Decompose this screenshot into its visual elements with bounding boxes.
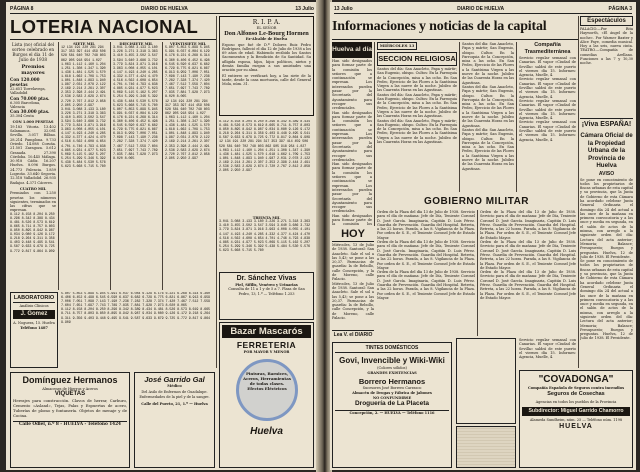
bazar-title: Bazar Mascarós [222, 325, 311, 338]
paper-name: DIARIO DE HUELVA [140, 6, 188, 12]
religiosa-text: Santos del día: San Anacleto, Papa y mártir; San Eugenio, obispo. Cultos: En la Parroquia de la Concepción, misa a las ocho. En San Pedro, Ejercicio de las Flores a la Santísima Virgen a las nueve de la noche. Jubileo de las Cuarenta Horas en las Agustinas. [377, 92, 457, 119]
prize-2: Con 70.000 ptas. [10, 95, 50, 101]
info-title: Informaciones y noticias de la capital [332, 19, 547, 34]
obituary-notice [219, 16, 314, 116]
laboratorio-name: J. Gomez [13, 310, 55, 319]
number-column-5 [219, 216, 314, 270]
prize-2-detail: 6.305 Barcelona, Valencia [10, 100, 41, 109]
hoy-text: Miércoles, 13 de Julio de 1938. Santoral: San Anacleto. Sale el sol a las 5,43; se pone a las 20,37. Farmacias de guardia: la de Rebollo, calle Concepción, y la de Moreno, calle Palacio. [332, 243, 374, 282]
religiosa-text: Santos del día: San Anacleto, Papa y mártir; San Eugenio, obispo. Cultos: En la Parroquia de la Concepción, misa a las ocho. En San Pedro, Ejercicio de las Flores a la Santísima Virgen a las nueve de la noche. Jubileo de las Cuarenta Horas en las Agustinas. [462, 42, 514, 85]
compania-title: Compañía Trasmediterránea [524, 42, 571, 55]
number-list: 5.807 5.853 5.899 5.945 5.991 6.037 6.084 6.129 6.176 6.221 6.268 6.314 6.360 6.406 6.452 6.498 6.545 6.590 6.637 6.682 6.729 6.775 6.821 6.867 6.913 6.959 7.006 7.051 7.098 7.143 7.190 7.236 7.282 7.328 7.374 7.420 7.467 7.512 7.559 7.604 7.651 7.697 7.743 7.789 7.835 7.881 7.928 7.973 8.020 8.065 [165, 46, 210, 100]
compania-text: Servicio regular semanal con Canarias. El vapor «Ciudad de Sevilla» saldrá de este puerto el viernes día 15. Informes: Agencia, Muelle, 4. [519, 120, 576, 142]
number-column-4 [219, 120, 314, 214]
right-page [330, 2, 636, 470]
column-rule [216, 16, 217, 368]
title-rule [332, 39, 578, 40]
prize-3-detail: 35.304 Ceuta [10, 114, 34, 119]
gobierno-text: Orden de la Plaza del día 13 de Julio de 1938. Servicio para el día de mañana: Jefe de Día, Teniente Coronel D. José García. Imaginaria, Capitán D. Luis Pérez. Guardia de Prevención. Guardia del Hospital. Retreta, a las 22 horas. Parada, a las 8. Vigilancia de la Plaza. Por orden de S. E., el Teniente Coronel Jefe de Estado Mayor. [480, 210, 576, 240]
bazar-emblem [222, 357, 311, 453]
number-list: 12 134 191 220 281 294 317 353 397 414 459 506 528 581 640 702 748 803 862 905 918 954 1.027 1.063 1.112 1.160 1.204 1.251 1.308 1.347 1.390 1.436 1.481 1.525 1.570 1.618 1.662 1.709 1.753 1.801 1.848 1.893 1.940 1.987 2.031 2.078 2.122 2.169 2.214 2.261 2.307 2.353 2.398 2.444 2.491 2.536 2.583 2.629 2.674 2.720 2.767 2.812 2.858 2.905 2.950 2.997 [61, 46, 106, 108]
obituary-sub: Ex-Alcalde de Huelva [245, 37, 288, 42]
jose-foot: Calle del Puerto, 21, 1.º — Huelva [141, 401, 208, 406]
misc-text: Servicio regular semanal con Canarias. El vapor «Ciudad de Sevilla» saldrá de este puerto el viernes día 15. Informes: Agencia, Muelle, 4. [519, 338, 576, 360]
number-list: 5.807 5.853 5.899 5.945 5.991 6.037 6.084 6.129 6.176 6.221 6.268 6.314 6.360 6.406 6.452 6.498 6.545 6.590 6.637 6.682 6.729 6.775 6.821 6.867 6.913 6.959 7.006 7.051 7.098 7.143 7.190 7.236 7.282 7.328 7.374 7.420 7.467 7.512 7.559 7.604 7.651 7.697 7.743 7.789 7.835 7.881 7.928 7.973 8.020 8.065 [61, 292, 210, 309]
tintes-head: TINTES DOMÉSTICOS [335, 345, 449, 353]
image-block [456, 426, 516, 468]
gobierno-text: Orden de la Plaza del día 13 de Julio de 1938. Servicio para el día de mañana: Jefe de Día, Teniente Coronel D. José García. Imaginaria, Capitán D. Luis Pérez. Guardia de Prevención. Guardia del Hospital. Retreta, a las 22 horas. Parada, a las 8. Vigilancia de la Plaza. Por orden de S. E., el Teniente Coronel Jefe de Estado Mayor. [480, 270, 576, 300]
huelva-al-dia-text: Han sido designados para formar parte de la comisión los señores que a continuación se expresan. Los interesados pueden pasar por la Secretaría del Ayuntamiento para recoger sus credenciales. [332, 110, 372, 162]
obituary-cross: R. I. P. A. [252, 19, 281, 26]
camara-text: Se pone en conocimiento de todos los propietarios de fincas urbanas de esta capital y su provincia, que la Junta de Gobierno de esta Cámara ha acordado celebrar Junta General Ordinaria el domingo día 24 del actual a las once de la mañana en primera convocatoria y a las once y media en segunda, en el salón de actos de la misma, con arreglo a la siguiente orden del día: Lectura del acta anterior; Memoria; Balance; Presupuesto; Ruegos y preguntas. Huelva, 12 de Julio de 1938. El Presidente. [580, 177, 633, 259]
dominguez-text: Herrajes para construcción. Clavos de herrar, Carburo, Cemento «Asland», Tejas, Palas y Espuertas de acero, Tuberías de plomo y fontanería. Objetos de menaje y de Cocina. [13, 398, 127, 418]
gobierno-header [377, 196, 576, 208]
religiosa-continued [462, 42, 514, 192]
column-rule [578, 16, 579, 368]
covadonga-sub: Compañía Española de Seguros contra incendios [527, 386, 625, 390]
tintes-title: Govi, Invencible y Wiki-Wiki [339, 356, 445, 365]
tintes-sub2: GRANDES EXISTENCIAS [367, 371, 417, 376]
religiosa-text: Santos del día: San Anacleto, Papa y mártir; San Eugenio, obispo. Cultos: En la Parroquia de la Concepción, misa a las ocho. En San Pedro, Ejercicio de las Flores a la Santísima Virgen a las nueve de la noche. Jubileo de las Cuarenta Horas en las Agustinas. [462, 84, 514, 128]
prize-3: Con 30.000 ptas. [10, 109, 50, 115]
paper-name: DIARIO DE HUELVA [457, 6, 505, 12]
viva-espana [580, 118, 633, 130]
gobierno-title: GOBIERNO MILITAR [423, 196, 530, 207]
column-heading: DIECISIETE MIL [119, 42, 153, 46]
laboratorio-sub: Análisis Clínicos [19, 304, 49, 308]
sanchez-sub: Piel, Sífilis, Venéreo y Urinarias [235, 283, 298, 287]
misc-notes [519, 338, 576, 368]
obituary-name: Don Alfonso Le-Bourg Hormen [224, 30, 309, 38]
prize-1-detail: 22.651 Torrelavega, Valladolid [10, 87, 46, 96]
page-date: 13 Julio [334, 6, 353, 12]
left-page-header [10, 5, 314, 14]
sanchez-title: Dr. Sánchez Vivas [236, 275, 297, 282]
loteria-title: LOTERIA NACIONAL [10, 16, 199, 37]
number-list: 8.112 8.158 8.204 8.250 8.296 8.342 8.389 8.434 8.481 8.526 8.573 8.619 8.665 8.711 8.757 8.803 8.850 8.895 8.942 8.987 9.034 9.080 9.126 9.172 9.218 9.264 9.311 9.356 9.403 9.448 9.495 9.541 9.587 9.633 9.679 9.725 9.772 9.817 9.864 9.909 [219, 120, 310, 141]
dominguez-ad [10, 372, 130, 468]
left-page [6, 2, 318, 470]
laboratorio-ad [10, 292, 58, 368]
small-prize-heading: CON 1.000 PESETAS [12, 120, 54, 125]
number-list: 12 134 191 220 281 294 317 353 397 414 459 506 528 581 640 702 748 803 862 905 918 954 1.027 1.063 1.112 1.160 1.204 1.251 1.308 1.347 1.390 1.436 1.481 1.525 1.570 1.618 1.662 1.709 1.753 1.801 1.848 1.893 1.940 1.987 2.031 2.078 2.122 2.169 2.214 2.261 2.307 2.353 2.398 2.444 2.491 2.536 2.583 2.629 2.674 2.720 2.767 2.812 2.858 2.905 2.950 2.997 [219, 140, 310, 174]
page-label: PÁGINA 8 [10, 6, 34, 12]
laboratorio-title: LABORATORIO [13, 295, 55, 301]
tintes-shop2: Droguería de La Placeta [354, 400, 430, 408]
bazar-sub2: POR MAYOR Y MENOR [243, 350, 290, 354]
right-page-header [334, 5, 632, 14]
column-heading: SIETE MIL [73, 42, 95, 46]
covadonga-agent: Subdirector: Miguel Garrido Chamorro [522, 407, 630, 416]
dominguez-sub: Almacenes de Hierros y Aceros [42, 387, 98, 391]
gobierno-text-column [377, 210, 475, 336]
number-column-3 [165, 42, 211, 290]
religiosa-title: SECCION RELIGIOSA [377, 52, 457, 66]
covadonga-sub2: Seguros de Cosechas [547, 391, 605, 398]
compania-text: Servicio regular semanal con Canarias. El vapor «Ciudad de Sevilla» saldrá de este puerto el viernes día 15. Informes: Agencia, Muelle, 4. [519, 77, 576, 99]
number-column-lower [61, 292, 215, 368]
tintes-shop: NO CONFUNDIRSE [372, 396, 412, 401]
covadonga-title: "COVADONGA" [538, 374, 614, 385]
number-column-2 [113, 42, 159, 290]
tintes-ad [332, 342, 452, 468]
religiosa-date: MIÉRCOLES 13 [377, 42, 417, 50]
column-rule [374, 42, 375, 226]
intro-line: Lista (no) oficial del sorteo celebrado en Burgos el dia 11 de Julio de 1938 [11, 42, 55, 62]
bazar-mascaros-ad [219, 322, 314, 468]
hoy-text: Miércoles, 13 de Julio de 1938. Santoral: San Anacleto. Sale el sol a las 5,43; se pone a las 20,37. Farmacias de guardia: la de Rebollo, calle Concepción, y la de Moreno, calle Palacio. [332, 281, 374, 321]
dominguez-title: Domínguez Hermanos [22, 375, 118, 385]
laboratorio-tel: Teléfono 1487 [20, 325, 48, 330]
covadonga-ad [519, 370, 633, 468]
bazar-sub: FERRETERIA [236, 340, 297, 350]
gobierno-text: Orden de la Plaza del día 13 de Julio de 1938. Servicio para el día de mañana: Jefe de Día, Teniente Coronel D. José García. Imaginaria, Capitán D. Luis Pérez. Guardia de Prevención. Guardia del Hospital. Retreta, a las 22 horas. Parada, a las 8. Vigilancia de la Plaza. Por orden de S. E., el Teniente Coronel Jefe de Estado Mayor. [377, 270, 475, 300]
camara-title: Cámara Oficial de la Propiedad Urbana de la Provincia de Huelva [580, 132, 633, 169]
column-heading: VEINTISIETE MIL [170, 42, 206, 46]
covadonga-city: HUELVA [559, 422, 593, 430]
religiosa-text: Santos del día: San Anacleto, Papa y mártir; San Eugenio, obispo. Cultos: En la Parroquia de la Concepción, misa a las ocho. En San Pedro, Ejercicio de las Flores a la Santísima Virgen a las nueve de la noche. Jubileo de las Cuarenta Horas en las Agustinas. [377, 67, 457, 93]
obituary-foot: El entierro se verificará hoy, a las siete de la tarde, desde la casa mortuoria, calle del General Mola, núm. 31. [222, 73, 311, 87]
gobierno-text: Orden de la Plaza del día 13 de Julio de 1938. Servicio para el día de mañana: Jefe de Día, Teniente Coronel D. José García. Imaginaria, Capitán D. Luis Pérez. Guardia de Prevención. Guardia del Hospital. Retreta, a las 22 horas. Parada, a las 8. Vigilancia de la Plaza. Por orden de S. E., el Teniente Coronel Jefe de Estado Mayor. [377, 240, 475, 270]
dominguez-brand: VIQUETAS [54, 391, 86, 398]
espectaculos-heading: Espectáculos [580, 16, 633, 26]
calatravo-ad [456, 338, 516, 424]
huelva-al-dia-text: Han sido designados para formar parte de la comisión los señores que a continuación se expresan. Los interesados pueden pasar por la Secretaría del Ayuntamiento para recoger sus credenciales. [332, 162, 372, 214]
jose-title: José Garrido Gal [144, 375, 205, 384]
seccion-religiosa [377, 42, 457, 192]
obituary-text: Esposo que fué de D.ª Dolores Ruiz Pedro Rodríguez, falleció el día 12 de Julio de 1938 a los 69 años de edad. Habiendo recibido los Santos Sacramentos y la Bendición de Su Santidad. Su afligida esposa, hijos, hijos políticos, nietos y demás familia ruegan a sus amistades una oración por su alma. [222, 42, 311, 73]
jose-garrido-ad [134, 372, 215, 468]
bottom-text: Premiados con 1.250 pesetas los números siguientes, terminados en las cifras que se expresan. [10, 191, 56, 213]
diario-line-text: Lea V. el DIARIO [332, 330, 374, 340]
hoy-title: HOY [332, 228, 374, 242]
tintes-foot: Concepción, 2. — HUELVA — Teléfono 1116 [335, 410, 449, 415]
religiosa-text: Santos del día: San Anacleto, Papa y mártir; San Eugenio, obispo. Cultos: En la Parroquia de la Concepción, misa a las ocho. En San Pedro, Ejercicio de las Flores a la Santísima Virgen a las nueve de la noche. Jubileo de las Cuarenta Horas en las Agustinas. [377, 118, 457, 145]
sanchez-text: Consulta de 11 a 1 y de 5 a 7. Plaza de San Pedro, 13, 1.º — Teléfono 1.253 [228, 287, 305, 296]
dominguez-foot: Calle Odiel, n.º 8 - HUELVA - Teléfono 1424 [13, 421, 127, 427]
hoy-column [332, 228, 374, 328]
title-rule [10, 39, 216, 40]
covadonga-text: Agencias en todos los pueblos de la Provincia [535, 400, 617, 405]
camara-column [580, 132, 633, 368]
compania-column [519, 42, 576, 192]
bottom-heading: CUATRO MIL [19, 186, 47, 191]
intro-numbers: 8.112 8.158 8.204 8.250 8.296 8.342 8.389 8.434 8.481 8.526 8.573 8.619 8.665 8.711 8.757 8.803 8.850 8.895 8.942 8.987 9.034 9.080 9.126 9.172 9.218 9.264 9.311 9.356 9.403 9.448 9.495 9.541 9.587 9.633 9.679 9.725 9.772 9.817 9.864 9.909 [10, 212, 55, 254]
gobierno-text: Orden de la Plaza del día 13 de Julio de 1938. Servicio para el día de mañana: Jefe de Día, Teniente Coronel D. José García. Imaginaria, Capitán D. Luis Pérez. Guardia de Prevención. Guardia del Hospital. Retreta, a las 22 horas. Parada, a las 8. Vigilancia de la Plaza. Por orden de S. E., el Teniente Coronel Jefe de Estado Mayor. [480, 240, 576, 270]
diario-line [332, 330, 374, 340]
huelva-al-dia-text: Han sido designados para formar parte de la comisión los señores que a continuación se expresan. Los interesados pueden pasar por la Secretaría del Ayuntamiento para recoger sus credenciales. [332, 59, 372, 111]
sanchez-ad [219, 272, 314, 320]
laboratorio-addr: A. Noguera, 15. Huelva [13, 321, 55, 326]
huelva-al-dia-column [332, 42, 372, 226]
jose-sub: Médico [167, 384, 182, 388]
number-list: 3.041 3.088 3.133 3.180 3.226 3.271 3.318 3.363 3.410 3.455 3.502 3.547 3.594 3.640 3.686 3.732 3.779 3.824 3.871 3.916 3.963 4.008 4.055 4.101 4.147 4.193 4.240 4.285 4.332 4.377 4.424 4.470 4.516 4.562 4.608 4.654 4.701 4.746 4.793 4.838 4.885 4.931 4.977 5.023 5.069 5.115 5.162 5.207 5.254 5.299 5.346 5.392 5.438 5.484 5.530 5.576 5.623 5.668 5.715 5.760 [113, 46, 158, 108]
huelva-al-dia-title: Huelva al día [332, 42, 372, 58]
espectaculos-text: PALACIO.—Por Rita Hayworth, «El ángel de la noche». Por Warner Baxter y Alice Faye, comedia musical. Hoy a las seis, nueva cinta. TEATRO.—Compañía de comedias Arellano. Funciones a las 7 y 10,30 noche. [580, 27, 633, 66]
number-list: 5.807 5.853 5.899 5.945 5.991 6.037 6.084 6.129 6.176 6.221 6.268 6.314 6.360 6.406 6.452 6.498 6.545 6.590 6.637 6.682 6.729 6.775 6.821 6.867 6.913 6.959 7.006 7.051 7.098 7.143 7.190 7.236 7.282 7.328 7.374 7.420 7.467 7.512 7.559 7.604 7.651 7.697 7.743 7.789 7.835 7.881 7.928 7.973 8.020 8.065 [113, 107, 158, 161]
religiosa-text: Santos del día: San Anacleto, Papa y mártir; San Eugenio, obispo. Cultos: En la Parroquia de la Concepción, misa a las ocho. En San Pedro, Ejercicio de las Flores a la Santísima Virgen a las nueve de la noche. Jubileo de las Cuarenta Horas en las Agustinas. [462, 127, 514, 171]
bazar-items: Pinturas, Barnices, Aceros, Herramientas de todas clases. Efectos Eléctricos [243, 371, 291, 392]
small-prize-text: 19.183 Vitoria. 13.402 Salamanca. 32.081 Sevilla. 3.017 Bilbao. 28.214 Pamplona. 9.733 Oviedo. 14.088 Coruña. 21.501 Zaragoza. 5.612 Granada. 27.390 Córdoba. 10.445 Málaga. 30.918 Cádiz. 16.207 Huelva. 8.096 Burgos. 24.773 Palencia. 1.859 Logroño. 33.640 Segovia. 12.518 Valladolid. 26.935 Badajoz. 4.371 Cáceres. [10, 124, 56, 185]
page-date: 13 Julio [295, 6, 314, 12]
tintes-sub3: Sucesores José Borrero Carrasco [362, 385, 422, 390]
gobierno-text: Orden de la Plaza del día 13 de Julio de 1938. Servicio para el día de mañana: Jefe de Día, Teniente Coronel D. José García. Imaginaria, Capitán D. Luis Pérez. Guardia de Prevención. Guardia del Hospital. Retreta, a las 22 horas. Parada, a las 8. Vigilancia de la Plaza. Por orden de S. E., el Teniente Coronel Jefe de Estado Mayor. [377, 210, 475, 240]
column-rule [162, 42, 163, 290]
number-list: 8.112 8.158 8.204 8.250 8.296 8.342 8.389 8.434 8.481 8.526 8.573 8.619 8.665 8.711 8.757 8.803 8.850 8.895 8.942 8.987 9.034 9.080 9.126 9.172 9.218 9.264 9.311 9.356 9.403 9.448 9.495 9.541 9.587 9.633 9.679 9.725 9.772 9.817 9.864 9.909 [61, 308, 210, 325]
page-label: PÁGINA 3 [608, 6, 632, 12]
jose-text: Del Asilo de Enfermos de Guadalupe. Enfermedades de la piel y de la sangre. [139, 390, 210, 399]
column-rule [477, 210, 478, 336]
tintes-brand: Borrero Hermanos [358, 376, 426, 386]
column-heading: TREINTA MIL [252, 216, 281, 220]
tintes-text: Almacén de Drogas y Fábrica de Jabones [352, 390, 432, 395]
number-list: 3.041 3.088 3.133 3.180 3.226 3.271 3.318 3.363 3.410 3.455 3.502 3.547 3.594 3.640 3.686 3.732 3.779 3.824 3.871 3.916 3.963 4.008 4.055 4.101 4.147 4.193 4.240 4.285 4.332 4.377 4.424 4.470 4.516 4.562 4.608 4.654 4.701 4.746 4.793 4.838 4.885 4.931 4.977 5.023 5.069 5.115 5.162 5.207 5.254 5.299 5.346 5.392 5.438 5.484 5.530 5.576 5.623 5.668 5.715 5.760 [219, 220, 310, 253]
camara-aviso: AVISO [598, 170, 615, 177]
number-column-1 [61, 42, 107, 290]
bazar-city: Huelva [250, 426, 283, 438]
compania-text: Servicio regular semanal con Canarias. El vapor «Ciudad de Sevilla» saldrá de este puerto el viernes día 15. Informes: Agencia, Muelle, 4. [519, 56, 576, 78]
obituary-label: EL SEÑOR [256, 26, 277, 30]
column-rule [516, 42, 517, 192]
gobierno-text-column-2 [480, 210, 576, 336]
number-list: 12 134 191 220 281 294 317 353 397 414 459 506 528 581 640 702 748 803 862 905 918 954 1.027 1.063 1.112 1.160 1.204 1.251 1.308 1.347 1.390 1.436 1.481 1.525 1.570 1.618 1.662 1.709 1.753 1.801 1.848 1.893 1.940 1.987 2.031 2.078 2.122 2.169 2.214 2.261 2.307 2.353 2.398 2.444 2.491 2.536 2.583 2.629 2.674 2.720 2.767 2.812 2.858 2.905 2.950 2.997 [165, 99, 210, 161]
huelva-al-dia-text: Han sido designados para formar parte de la comisión los [332, 213, 372, 226]
number-list: 3.041 3.088 3.133 3.180 3.226 3.271 3.318 3.363 3.410 3.455 3.502 3.547 3.594 3.640 3.686 3.732 3.779 3.824 3.871 3.916 3.963 4.008 4.055 4.101 4.147 4.193 4.240 4.285 4.332 4.377 4.424 4.470 4.516 4.562 4.608 4.654 4.701 4.746 4.793 4.838 4.885 4.931 4.977 5.023 5.069 5.115 5.162 5.207 5.254 5.299 5.346 5.392 5.438 5.484 5.530 5.576 5.623 5.668 5.715 5.760 [61, 107, 106, 170]
column-rule [110, 42, 111, 290]
compania-text: Servicio regular semanal con Canarias. El vapor «Ciudad de Sevilla» saldrá de este puerto el viernes día 15. Informes: Agencia, Muelle, 4. [519, 98, 576, 121]
prizes-heading: Premios mayores [21, 64, 45, 76]
camara-text: Se pone en conocimiento de todos los propietarios de fincas urbanas de esta capital y su provincia, que la Junta de Gobierno de esta Cámara ha acordado celebrar Junta General Ordinaria el domingo día 24 del actual a las once de la mañana en primera convocatoria y a las once y media en segunda, en el salón de actos de la misma, con arreglo a la siguiente orden del día: Lectura del acta anterior; Memoria; Balance; Presupuesto; Ruegos y preguntas. Huelva, 12 de Julio de 1938. El Presidente. [580, 259, 633, 341]
covadonga-addr: Alameda Sundheim, núm. 25 — Teléfono núm. 1198 [529, 417, 623, 422]
column-rule [459, 42, 460, 192]
lottery-intro-column [10, 42, 56, 290]
viva-espana-text: ¡Viva ESPAÑA! [580, 118, 633, 130]
tintes-sub: (Colores sólidos) [377, 366, 407, 370]
prize-1: Con 120.000 pesetas [10, 77, 40, 87]
espectaculos-column [580, 16, 633, 116]
column-rule [58, 42, 59, 290]
